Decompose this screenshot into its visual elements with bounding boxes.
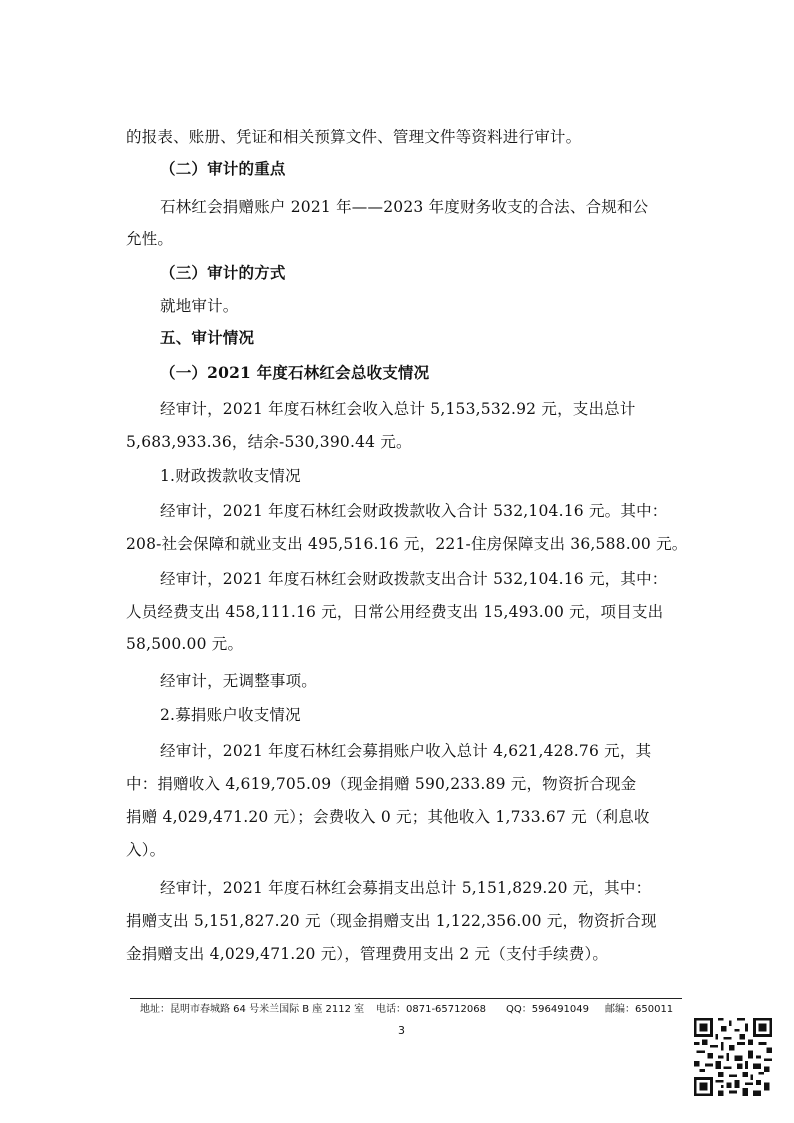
body-line: 中：捐赠收入 4,619,705.09（现金捐赠 590,233.89 元，物资折合现金: [126, 775, 637, 793]
body-line: 的报表、账册、凭证和相关预算文件、管理文件等资料进行审计。: [126, 128, 582, 146]
heading-2021-summary: （一）2021 年度石林红会总收支情况: [160, 363, 430, 382]
body-line: 金捐赠支出 4,029,471.20 元），管理费用支出 2 元（支付手续费）。: [126, 945, 609, 963]
body-line: 5,683,933.36，结余-530,390.44 元。: [126, 433, 412, 451]
body-line: 经审计，2021 年度石林红会收入总计 5,153,532.92 元，支出总计: [160, 400, 636, 418]
heading-audit-focus: （二）审计的重点: [160, 159, 286, 178]
body-line: 允性。: [126, 230, 174, 248]
footer-divider: [130, 998, 682, 999]
body-line: 石林红会捐赠账户 2021 年——2023 年度财务收支的合法、合规和公: [160, 198, 649, 216]
footer-address: 地址：昆明市春城路 64 号米兰国际 B 座 2112 室: [140, 1004, 365, 1015]
footer-phone: 电话：0871-65712068: [376, 1004, 486, 1015]
body-line: 入）。: [126, 841, 166, 859]
body-line: 经审计，2021 年度石林红会财政拨款支出合计 532,104.16 元，其中：: [160, 570, 668, 588]
heading-audit-method: （三）审计的方式: [160, 263, 286, 282]
body-line: 208-社会保障和就业支出 495,516.16 元，221-住房保障支出 36,588.00 元。: [126, 535, 688, 553]
qr-code-icon: [694, 1018, 772, 1096]
body-line: 经审计，2021 年度石林红会募捐账户收入总计 4,621,428.76 元，其: [160, 742, 652, 760]
body-line: 人员经费支出 458,111.16 元，日常公用经费支出 15,493.00 元，项目支出: [126, 603, 664, 621]
page-number: 3: [398, 1024, 405, 1037]
subheading-donation: 2.募捐账户收支情况: [160, 706, 301, 724]
footer-postcode: 邮编：650011: [605, 1004, 674, 1015]
body-line: 捐赠支出 5,151,827.20 元（现金捐赠支出 1,122,356.00 元，物资折合现: [126, 912, 657, 930]
body-line: 捐赠 4,029,471.20 元）；会费收入 0 元；其他收入 1,733.67 元（利息收: [126, 808, 650, 826]
subheading-fiscal: 1.财政拨款收支情况: [160, 467, 301, 485]
body-line: 经审计，2021 年度石林红会财政拨款收入合计 532,104.16 元。其中：: [160, 502, 668, 520]
body-line: 就地审计。: [160, 297, 239, 315]
heading-section-five: 五、审计情况: [160, 328, 255, 347]
footer-qq: QQ：596491049: [506, 1004, 590, 1015]
body-line: 经审计，无调整事项。: [160, 672, 318, 690]
body-line: 58,500.00 元。: [126, 635, 244, 653]
body-line: 经审计，2021 年度石林红会募捐支出总计 5,151,829.20 元，其中：: [160, 879, 652, 897]
